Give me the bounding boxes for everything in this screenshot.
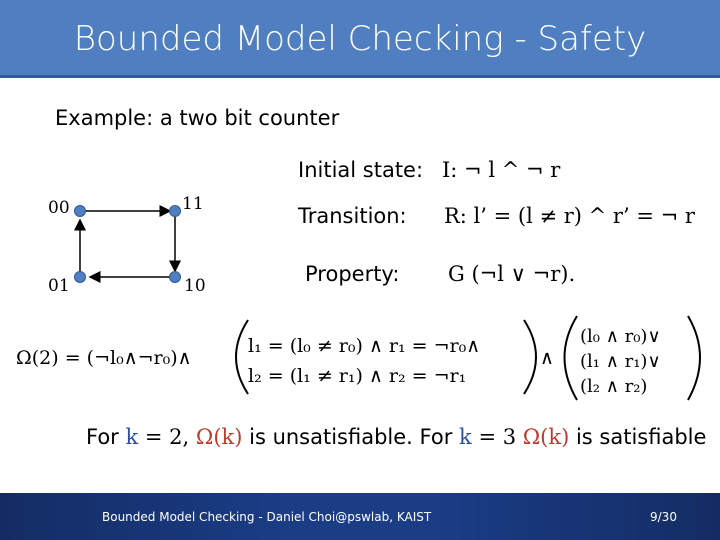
page-number: 9/30 xyxy=(650,510,677,524)
formula-paren-right-1 xyxy=(524,320,536,394)
property-value: G (¬l ∨ ¬r). xyxy=(448,262,576,286)
formula-paren-left-2 xyxy=(565,316,578,400)
formula-paren-right-2 xyxy=(688,316,700,400)
formula-paren-left-1 xyxy=(236,320,248,394)
initial-state-value: I: ¬ l ^ ¬ r xyxy=(442,158,561,182)
result-omega-1: Ω(k) xyxy=(195,425,243,449)
state-label-01: 01 xyxy=(48,276,70,296)
transition-value: R: l’ = (l ≠ r) ^ r’ = ¬ r xyxy=(444,204,695,228)
result-eq-3: = 3 xyxy=(471,425,523,449)
state-label-00: 00 xyxy=(48,198,70,218)
property-label: Property: xyxy=(305,262,400,286)
footer-text: Bounded Model Checking - Daniel Choi@pswlab, KAIST xyxy=(102,510,432,524)
state-node-11 xyxy=(169,205,181,217)
result-k-2: k xyxy=(125,425,139,449)
state-node-01 xyxy=(74,271,86,283)
result-part2: is unsatisfiable. For xyxy=(242,425,460,449)
state-node-10 xyxy=(169,271,181,283)
slide-title: Bounded Model Checking - Safety xyxy=(73,19,647,59)
formula-right-row2: (l₁ ∧ r₁)∨ xyxy=(580,351,661,372)
result-part1: For xyxy=(86,425,126,449)
formula-lhs: Ω(2) = (¬l₀∧¬r₀)∧ xyxy=(16,347,192,369)
unrolled-formula xyxy=(12,312,712,412)
state-node-00 xyxy=(74,205,86,217)
result-k-3: k xyxy=(459,425,472,449)
formula-mid-row1: l₁ = (l₀ ≠ r₀) ∧ r₁ = ¬r₀∧ xyxy=(248,335,481,357)
formula-right-row1: (l₀ ∧ r₀)∨ xyxy=(580,326,661,347)
state-label-11: 11 xyxy=(182,194,204,214)
result-statement xyxy=(86,425,706,449)
state-label-10: 10 xyxy=(184,276,206,296)
formula-right-row3: (l₂ ∧ r₂) xyxy=(580,376,648,397)
transition-label: Transition: xyxy=(298,204,407,228)
result-eq-2: = 2, xyxy=(138,425,196,449)
initial-state-label: Initial state: xyxy=(298,158,424,182)
result-omega-2: Ω(k) xyxy=(522,425,570,449)
slide-subtitle: Example: a two bit counter xyxy=(55,106,340,130)
formula-mid-row2: l₂ = (l₁ ≠ r₁) ∧ r₂ = ¬r₁ xyxy=(248,365,467,387)
formula-conj: ∧ xyxy=(540,347,554,369)
result-part3: is satisfiable xyxy=(569,425,707,449)
